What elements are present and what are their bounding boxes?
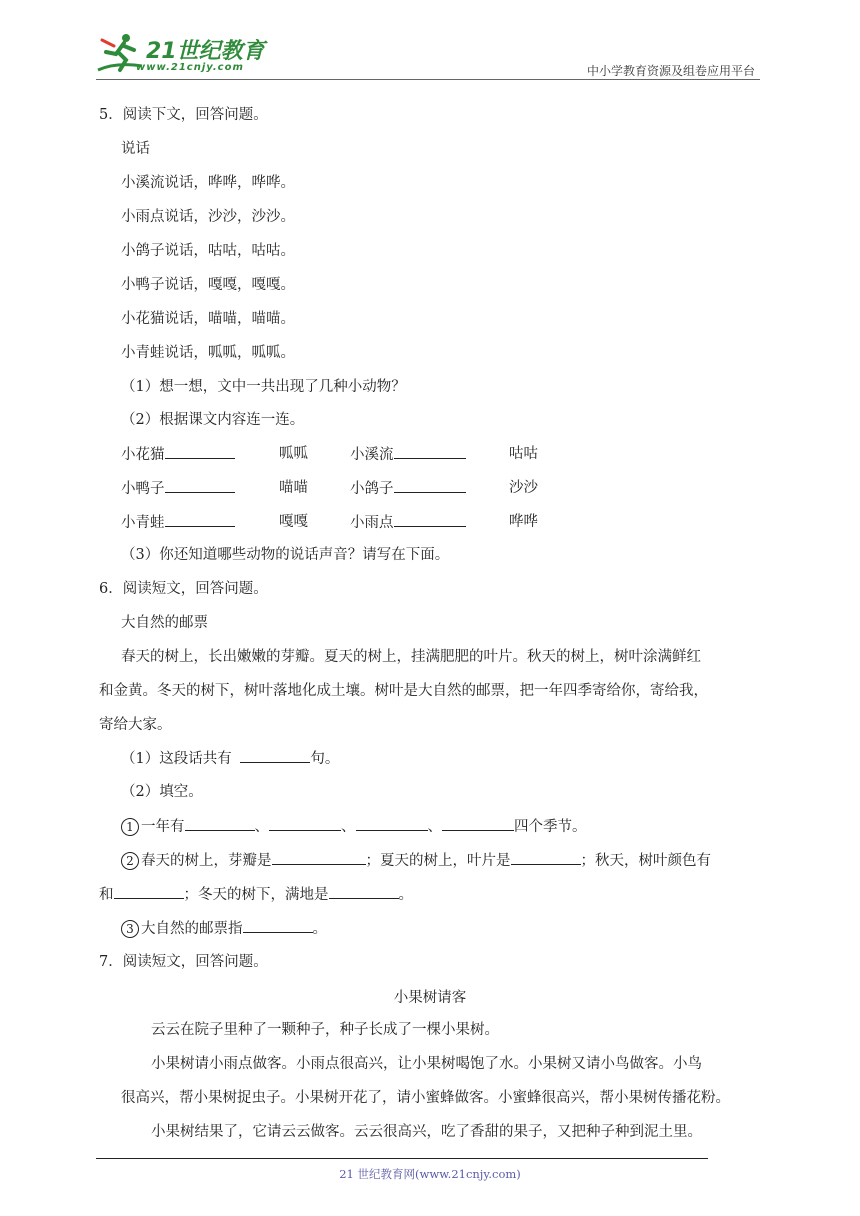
match-far: 沙沙	[509, 480, 538, 496]
logo-text: 21世纪教育	[146, 39, 265, 64]
q7-paragraph: 云云在院子里种了一颗种子，种子长成了一棵小果树。	[151, 1022, 499, 1038]
circled-number: 1	[121, 818, 139, 836]
circled-number: 3	[121, 920, 139, 938]
answer-blank[interactable]	[394, 512, 466, 527]
match-row-right	[350, 444, 466, 465]
logo-url: www.21cnjy.com	[136, 62, 244, 73]
fill-text: 大自然的邮票指	[141, 921, 243, 937]
q7-paragraph: 小果树结果了，它请云云做客。云云很高兴，吃了香甜的果子，又把种子种到泥土里。	[151, 1124, 702, 1140]
platform-label: 中小学教育资源及组卷应用平台	[586, 64, 755, 78]
fill-text: ；冬天的树下，满地是	[183, 887, 329, 903]
match-mid: 喵喵	[279, 480, 308, 496]
answer-blank[interactable]	[240, 748, 310, 763]
fill-sep: 、	[341, 819, 356, 835]
match-row-right	[350, 478, 466, 499]
match-far: 哗哗	[509, 514, 538, 530]
footer-text[interactable]: 21 世纪教育网(www.21cnjy.com)	[339, 1167, 521, 1181]
fill-sep: 、	[427, 819, 442, 835]
q5-sub3: （3）你还知道哪些动物的说话声音？请写在下面。	[121, 547, 450, 563]
answer-blank[interactable]	[165, 444, 235, 459]
q6-sub1-text: （1）这段话共有	[121, 751, 232, 767]
q7-paragraph: 小果树请小雨点做客。小雨点很高兴，让小果树喝饱了水。小果树又请小鸟做客。小鸟	[151, 1056, 702, 1072]
q5-sub2: （2）根据课文内容连一连。	[121, 412, 305, 428]
q5-sub1: （1）想一想，文中一共出现了几种小动物？	[121, 379, 406, 395]
q6-sub2: （2）填空。	[121, 784, 203, 800]
answer-blank[interactable]	[165, 478, 235, 493]
answer-blank[interactable]	[114, 884, 184, 899]
q5-poem-line: 小雨点说话，沙沙，沙沙。	[121, 209, 295, 225]
answer-blank[interactable]	[442, 816, 514, 831]
q5-title: 5．阅读下文，回答问题。	[99, 107, 268, 123]
q5-poem-line: 小鸽子说话，咕咕，咕咕。	[121, 243, 295, 259]
q6-fill3	[121, 918, 327, 939]
answer-blank[interactable]	[511, 850, 581, 865]
answer-blank[interactable]	[185, 816, 255, 831]
q7-title: 7．阅读短文，回答问题。	[99, 954, 268, 970]
q6-sub1-suffix: 句。	[310, 751, 340, 767]
match-left: 小花猫	[121, 447, 165, 463]
footer-divider	[96, 1158, 708, 1159]
fill-text: ；秋天，树叶颜色有	[580, 853, 711, 869]
answer-blank[interactable]	[394, 478, 466, 493]
match-left: 小青蛙	[121, 515, 165, 531]
fill-text: 一年有	[141, 819, 185, 835]
match-row	[121, 512, 235, 533]
match-row	[121, 478, 235, 499]
fill-text: 四个季节。	[514, 819, 587, 835]
match-right: 小鸽子	[350, 481, 394, 497]
q6-fill2	[121, 850, 711, 871]
answer-blank[interactable]	[272, 850, 366, 865]
q6-passage-line: 春天的树上，长出嫩嫩的芽瓣。夏天的树上，挂满肥肥的叶片。秋天的树上，树叶涂满鲜红	[121, 649, 701, 665]
q5-poem-title: 说话	[121, 141, 150, 157]
match-row	[121, 444, 235, 465]
fill-text: 春天的树上，芽瓣是	[141, 853, 272, 869]
q6-sub1	[121, 748, 339, 769]
answer-blank[interactable]	[394, 444, 466, 459]
match-left: 小鸭子	[121, 481, 165, 497]
match-mid: 嘎嘎	[279, 514, 308, 530]
answer-blank[interactable]	[243, 918, 313, 933]
q6-passage-line: 和金黄。冬天的树下，树叶落地化成土壤。树叶是大自然的邮票，把一年四季寄给你，寄给我，	[99, 683, 708, 699]
site-logo	[96, 32, 266, 80]
answer-blank[interactable]	[356, 816, 428, 831]
match-right: 小雨点	[350, 515, 394, 531]
header-divider	[96, 79, 760, 80]
q5-poem-line: 小溪流说话，哗哗，哗哗。	[121, 175, 295, 191]
page-header	[0, 0, 860, 80]
q6-fill1	[121, 816, 587, 837]
fill-text: 。	[312, 921, 327, 937]
match-right: 小溪流	[350, 447, 394, 463]
q6-fill2-cont	[99, 884, 413, 905]
q6-title: 6．阅读短文，回答问题。	[99, 581, 268, 597]
q6-passage-title: 大自然的邮票	[121, 615, 208, 631]
q6-passage-line: 寄给大家。	[99, 717, 172, 733]
fill-text: ；夏天的树上，叶片是	[365, 853, 511, 869]
match-mid: 呱呱	[279, 446, 308, 462]
circled-number: 2	[121, 852, 139, 870]
match-far: 咕咕	[509, 446, 538, 462]
q5-poem-line: 小青蛙说话，呱呱，呱呱。	[121, 345, 295, 361]
match-row-right	[350, 512, 466, 533]
fill-text: 和	[99, 887, 114, 903]
q7-passage-title: 小果树请客	[393, 990, 467, 1006]
q7-paragraph: 很高兴，帮小果树捉虫子。小果树开花了，请小蜜蜂做客。小蜜蜂很高兴，帮小果树传播花粉。	[121, 1090, 730, 1106]
answer-blank[interactable]	[329, 884, 399, 899]
fill-text: 。	[398, 887, 413, 903]
fill-sep: 、	[254, 819, 269, 835]
q5-poem-line: 小鸭子说话，嘎嘎，嘎嘎。	[121, 277, 295, 293]
answer-blank[interactable]	[269, 816, 341, 831]
q5-poem-line: 小花猫说话，喵喵，喵喵。	[121, 311, 295, 327]
answer-blank[interactable]	[165, 512, 235, 527]
